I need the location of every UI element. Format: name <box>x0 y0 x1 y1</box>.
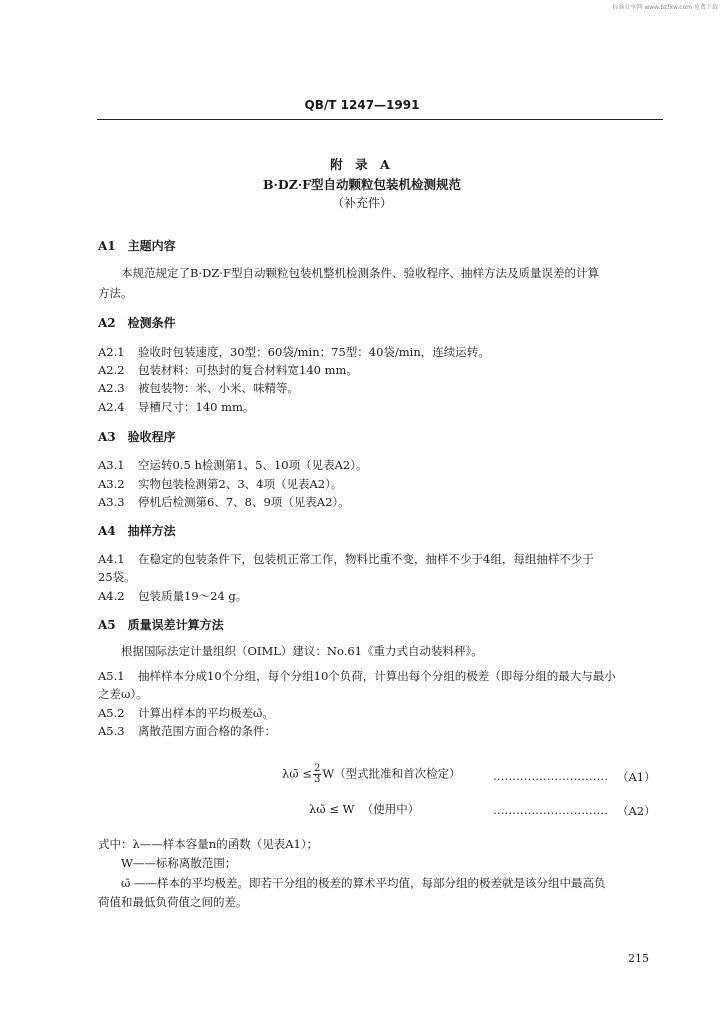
clause-a3-3 <box>98 494 350 510</box>
formula-a2-leader: ………………………… <box>493 803 608 817</box>
clause-text: 包装质量19～24 g。 <box>138 589 248 603</box>
appendix-subtitle: B·DZ·F型自动颗粒包装机检测规范 <box>262 177 462 192</box>
fraction-numerator: 2 <box>313 763 321 774</box>
clause-a3-1 <box>98 457 368 473</box>
clause-number: A2.3 <box>98 381 125 395</box>
clause-text: 实物包装检测第2、3、4项（见表A2）。 <box>138 477 343 491</box>
section-a1-heading: A1 主题内容 <box>98 239 176 253</box>
clause-number: A5.3 <box>98 724 125 738</box>
formula-a2 <box>309 801 419 817</box>
formula-a1 <box>282 764 461 785</box>
section-a2-heading: A2 检测条件 <box>98 316 176 330</box>
header-rule <box>97 119 663 120</box>
formula-a2-lhs: λω̄ ≤ W <box>309 802 355 816</box>
fraction-denominator: 3 <box>313 774 321 785</box>
clause-text: 抽样样本分成10个分组，每个分组10个负荷，计算出每个分组的极差（即每分组的最大与最小 <box>138 669 616 683</box>
clause-number: A5.1 <box>98 669 125 683</box>
clause-number: A2.4 <box>98 400 125 414</box>
page-number: 215 <box>628 952 649 965</box>
clause-a2-2 <box>98 362 358 378</box>
formula-a2-condition: （使用中） <box>361 802 420 816</box>
clause-number: A4.1 <box>98 552 125 566</box>
clause-number: A2.1 <box>98 345 125 359</box>
clause-number: A3.1 <box>98 458 125 472</box>
clause-number: A3.3 <box>98 495 125 509</box>
clause-a5-1 <box>98 668 616 684</box>
clause-text: 停机后检测第6、7、8、9项（见表A2）。 <box>138 495 350 509</box>
standard-code-header: QB/T 1247—1991 <box>304 98 420 112</box>
formula-a1-rhs: W（型式批准和首次检定） <box>322 766 461 781</box>
appendix-title: 附 录 A <box>330 157 394 172</box>
formula-a2-tag: （A2） <box>617 804 656 818</box>
appendix-note: （补充件） <box>331 196 392 210</box>
clause-number: A5.2 <box>98 706 125 720</box>
section-a4-heading: A4 抽样方法 <box>98 524 176 538</box>
where-line-lambda: 式中：λ——样本容量n的函数（见表A1）； <box>98 837 319 851</box>
clause-text: 被包装物：米、小米、味精等。 <box>138 381 299 395</box>
clause-number: A4.2 <box>98 589 125 603</box>
clause-text: 验收时包装速度，30型：60袋/min；75型：40袋/min，连续运转。 <box>138 345 490 359</box>
clause-a2-1 <box>98 344 490 360</box>
watermark: 标准分享网 www.bzfxw.com 免费下载 <box>612 4 718 11</box>
section-a5-intro: 根据国际法定计量组织（OIML）建议：No.61《重力式自动装料秤》。 <box>121 644 483 658</box>
clause-a5-2 <box>98 705 274 721</box>
clause-text: 包装材料：可热封的复合材料宽140 mm。 <box>138 363 358 377</box>
clause-a3-2 <box>98 476 342 492</box>
clause-a5-3 <box>98 723 276 739</box>
clause-a2-3 <box>98 380 299 396</box>
clause-a2-4 <box>98 399 254 415</box>
fraction-two-thirds <box>313 764 321 785</box>
section-a1-text-cont: 方法。 <box>98 286 133 300</box>
where-line-omega-cont: 荷值和最低负荷值之间的差。 <box>98 895 248 909</box>
clause-text: 在稳定的包装条件下，包装机正常工作，物料比重不变，抽样不少于4组，每组抽样不少于 <box>138 552 594 566</box>
section-a1-text: 本规范规定了B·DZ·F型自动颗粒包装机整机检测条件、验收程序、抽样方法及质量误差的计算 <box>121 266 599 280</box>
clause-a4-1 <box>98 551 594 567</box>
formula-a1-lhs: λω̄ ≤ <box>282 766 312 781</box>
section-a5-heading: A5 质量误差计算方法 <box>98 618 224 632</box>
clause-text: 计算出样本的平均极差ω̄。 <box>138 706 274 720</box>
clause-a5-1-cont: 之差ω）。 <box>98 687 148 701</box>
clause-text: 空运转0.5 h检测第1、5、10项（见表A2）。 <box>138 458 368 472</box>
clause-a4-2 <box>98 588 247 604</box>
clause-number: A2.2 <box>98 363 125 377</box>
clause-text: 离散范围方面合格的条件： <box>138 724 276 738</box>
where-line-omega: ω̄ ——样本的平均极差。即若干分组的极差的算术平均值，每部分组的极差就是该分组中最高负 <box>121 876 606 890</box>
section-a3-heading: A3 验收程序 <box>98 430 176 444</box>
where-line-w: W——标称离散范围； <box>121 856 237 870</box>
formula-a1-leader: ………………………… <box>493 769 608 783</box>
clause-a4-1-cont: 25袋。 <box>98 570 136 584</box>
clause-text: 导槽尺寸：140 mm。 <box>138 400 255 414</box>
formula-a1-tag: （A1） <box>617 770 656 784</box>
clause-number: A3.2 <box>98 477 125 491</box>
